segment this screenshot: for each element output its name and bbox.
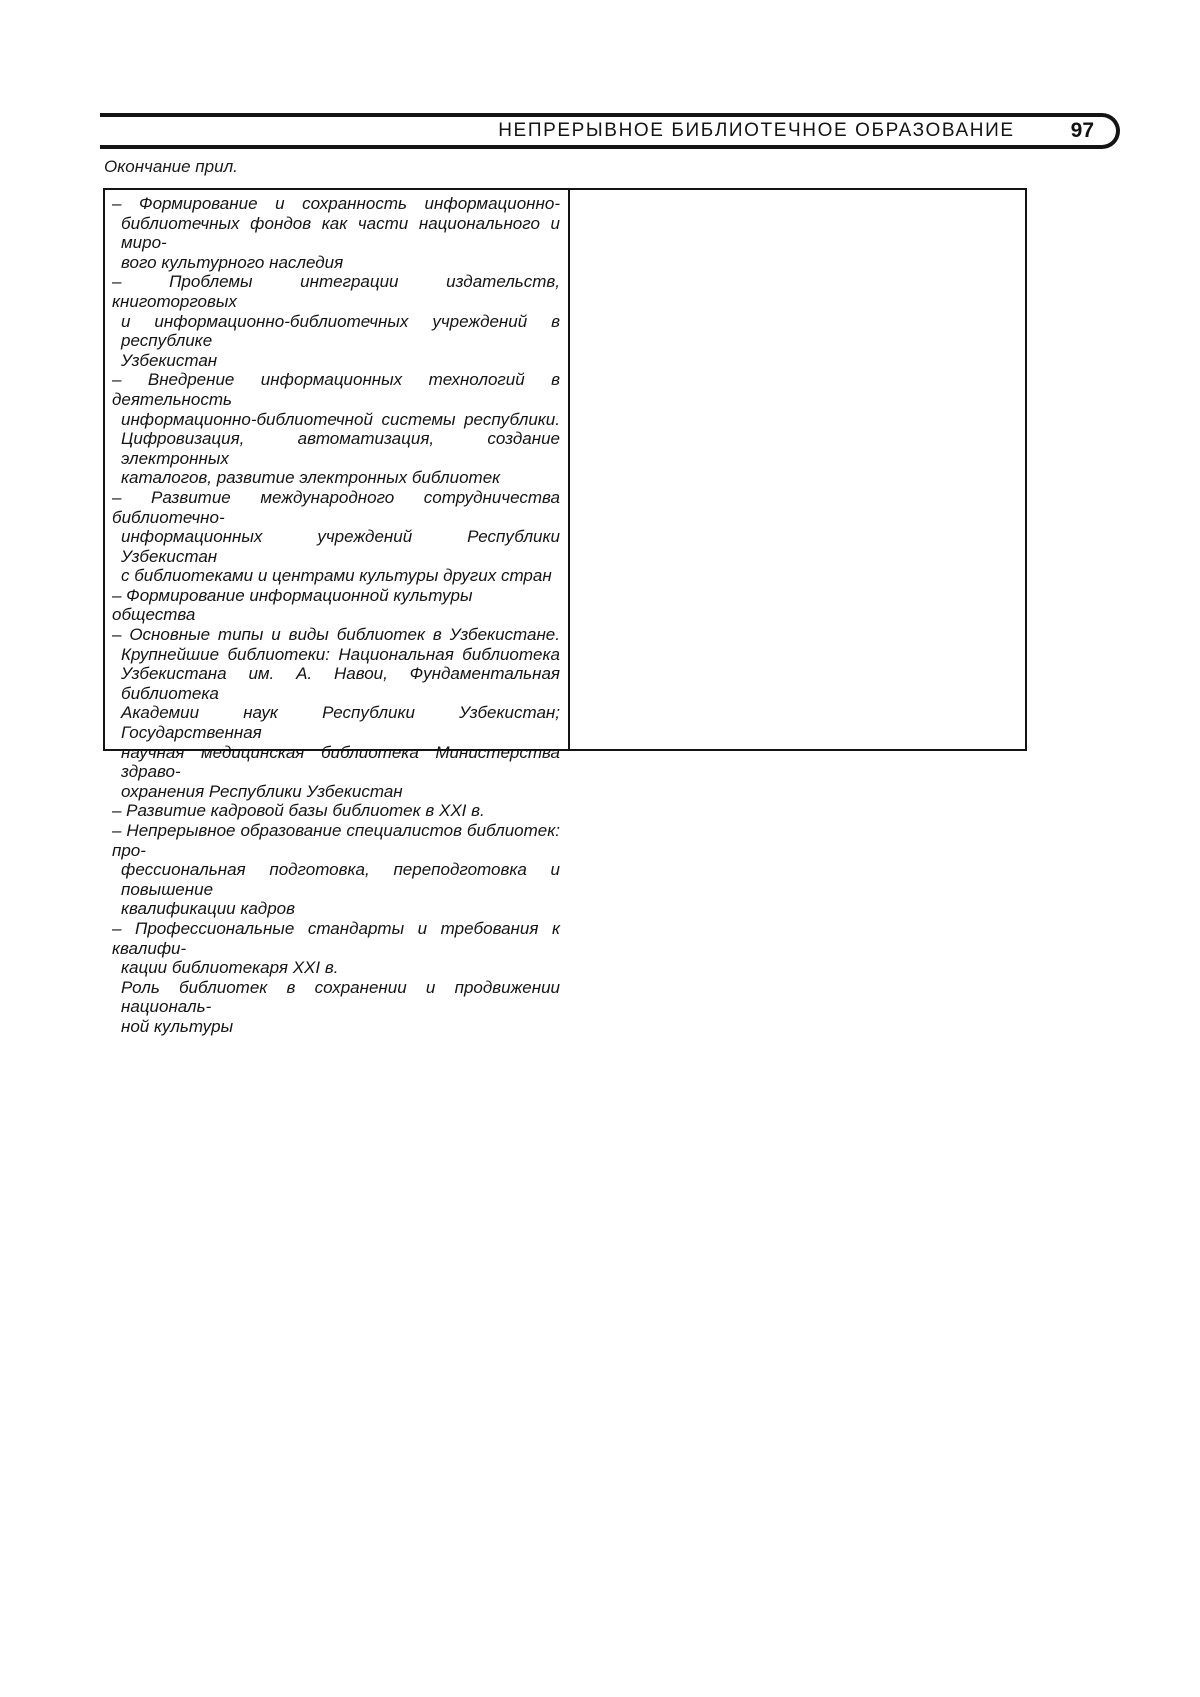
table-item bbox=[112, 488, 560, 586]
table-text-line: – Формирование информационной культуры общества bbox=[112, 585, 473, 625]
page-number: 97 bbox=[1070, 119, 1094, 142]
table-text-line: ной культуры bbox=[121, 1016, 234, 1036]
table-text-line: – Профессиональные стандарты и требования к квалифи- bbox=[112, 918, 560, 958]
running-head-title: НЕПРЕРЫВНОЕ БИБЛИОТЕЧНОЕ ОБРАЗОВАНИЕ bbox=[498, 120, 1015, 141]
table-text-line: научная медицинская библиотека Министерства здраво- bbox=[121, 742, 560, 782]
table-text-line: с библиотеками и центрами культуры других стран bbox=[121, 566, 552, 586]
table-text-line: – Непрерывное образование специалистов библиотек: про- bbox=[112, 821, 560, 860]
table-text-line: фессиональная подготовка, переподготовка и повышение bbox=[121, 860, 560, 899]
table-text-line: – Формирование и сохранность информационно- bbox=[112, 194, 560, 213]
table-right-cell-empty bbox=[570, 190, 1025, 749]
table-item bbox=[112, 586, 560, 625]
table-text-line: каталогов, развитие электронных библиотек bbox=[121, 468, 501, 488]
table-text-line: библиотечных фондов как части национального и миро- bbox=[121, 213, 560, 253]
table-item bbox=[112, 370, 560, 488]
table-text-line: и информационно-библиотечных учреждений в республике bbox=[121, 311, 560, 351]
appendix-table bbox=[103, 188, 1027, 1036]
table-left-cell bbox=[105, 190, 570, 1036]
table-item bbox=[112, 625, 560, 801]
table-text-line: Роль библиотек в сохранении и продвижении националь- bbox=[121, 977, 560, 1017]
table-text-line: охранения Республики Узбекистан bbox=[121, 781, 403, 801]
table-item bbox=[112, 194, 560, 272]
table-text-line: – Основные типы и виды библиотек в Узбекистане. bbox=[112, 625, 560, 645]
table-text-line: квалификации кадров bbox=[121, 899, 295, 919]
table-text-line: – Внедрение информационных технологий в деятельность bbox=[112, 370, 560, 409]
table-text-line: Крупнейшие библиотеки: Национальная библиотека bbox=[121, 644, 560, 664]
table-text-line: Узбекистан bbox=[121, 350, 218, 370]
table-text-line: информационно-библиотечной системы республики. bbox=[121, 409, 560, 429]
table-item bbox=[112, 821, 560, 919]
table-item bbox=[112, 978, 560, 1037]
table-text-line: информационных учреждений Республики Узбекистан bbox=[121, 527, 560, 566]
table-text-line: – Развитие международного сотрудничества библиотечно- bbox=[112, 487, 560, 527]
table-text-line: Цифровизация, автоматизация, создание электронных bbox=[121, 429, 560, 468]
table-item bbox=[112, 272, 560, 370]
table-text-line: Узбекистана им. А. Навои, Фундаментальная библиотека bbox=[121, 664, 560, 703]
table-caption: Окончание прил. bbox=[104, 157, 238, 176]
table-item bbox=[112, 801, 560, 821]
table-text-line: Академии наук Республики Узбекистан; Государственная bbox=[121, 703, 560, 743]
running-head bbox=[100, 113, 1120, 149]
table-text-line: кации библиотекаря XXI в. bbox=[121, 958, 339, 978]
table-item bbox=[112, 919, 560, 978]
table-text-line: вого культурного наследия bbox=[121, 252, 344, 272]
table-text-line: – Развитие кадровой базы библиотек в XXI в. bbox=[112, 801, 485, 821]
table-text-line: – Проблемы интеграции издательств, книготорговых bbox=[112, 272, 560, 311]
